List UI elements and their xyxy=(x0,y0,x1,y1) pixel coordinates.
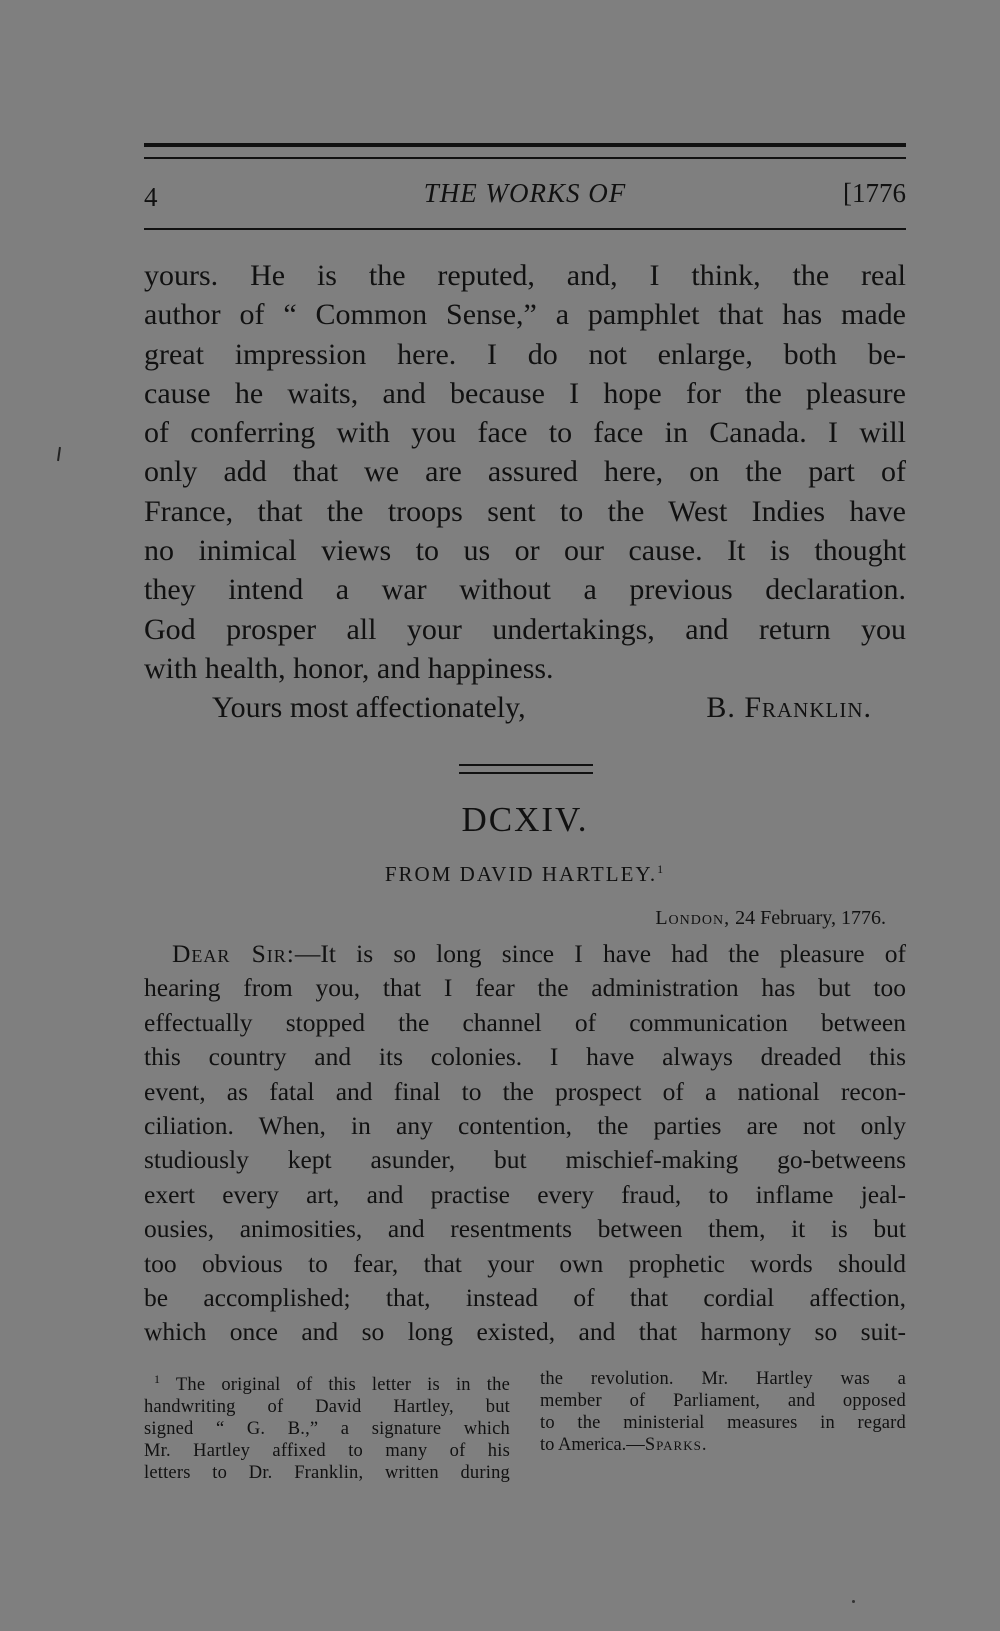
top-rule-thick xyxy=(144,143,906,147)
from-line: FROM DAVID HARTLEY. xyxy=(384,862,658,886)
signature: B. Franklin. xyxy=(706,691,872,725)
letter-closing xyxy=(212,688,906,727)
top-rule-thin xyxy=(144,157,906,159)
footnote-reference: 1 xyxy=(657,862,666,876)
section-divider xyxy=(459,764,593,774)
franklin-letter-body xyxy=(144,256,906,728)
text-line: exert every art, and practise every fraud, to inflame jeal- xyxy=(144,1179,906,1209)
footnote-author: Sparks. xyxy=(644,1435,708,1455)
footnote-line: handwriting of David Hartley, but xyxy=(144,1397,510,1418)
text-line: author of “ Common Sense,” a pamphlet that has made xyxy=(144,298,906,332)
text-line: hearing from you, that I fear the administration has but too xyxy=(144,973,906,1003)
dateline-date: 24 February, 1776. xyxy=(735,907,886,929)
text-line: ousies, animosities, and resentments between them, it is but xyxy=(144,1214,906,1244)
closing-phrase: Yours most affectionately, xyxy=(212,691,526,725)
text-line: great impression here. I do not enlarge, both be- xyxy=(144,337,906,371)
salutation: Dear Sir: xyxy=(172,939,295,968)
text-line: France, that the troops sent to the West Indies have xyxy=(144,494,906,528)
footnote-text: to America.— xyxy=(540,1435,645,1455)
speck-mark xyxy=(852,1600,855,1603)
text-line: cause he waits, and because I hope for the pleasure xyxy=(144,376,906,410)
divider-line-top xyxy=(459,764,593,766)
footnote-mark: 1 xyxy=(154,1372,161,1386)
text-line: effectually stopped the channel of communication between xyxy=(144,1007,906,1037)
dateline xyxy=(655,907,886,930)
hartley-letter-body xyxy=(144,937,906,1350)
footnote-line: to the ministerial measures in regard xyxy=(540,1413,906,1433)
footnote-line: member of Parliament, and opposed xyxy=(540,1391,906,1411)
divider-line-bottom xyxy=(459,772,593,774)
margin-pencil-mark xyxy=(57,447,61,461)
header-rule xyxy=(144,228,906,230)
text-line xyxy=(144,937,906,971)
text-line: with health, honor, and happiness. xyxy=(144,651,554,685)
text-line: which once and so long existed, and that harmony so suit- xyxy=(144,1317,906,1347)
footnote-line xyxy=(540,1434,906,1456)
text-line: ciliation. When, in any contention, the parties are not only xyxy=(144,1111,906,1141)
running-title: THE WORKS OF xyxy=(423,178,627,208)
running-header xyxy=(144,178,906,218)
footnotes xyxy=(144,1368,906,1484)
header-year: [1776 xyxy=(843,178,906,208)
footnote-line xyxy=(144,1368,510,1396)
text-line: God prosper all your undertakings, and return you xyxy=(144,612,906,646)
footnote-column-left xyxy=(144,1368,510,1484)
text-line: of conferring with you face to face in Canada. I will xyxy=(144,416,906,450)
footnote-line: the revolution. Mr. Hartley was a xyxy=(540,1369,906,1389)
footnote-column-right xyxy=(540,1368,906,1484)
text-line: yours. He is the reputed, and, I think, the real xyxy=(144,259,906,292)
text-line: event, as fatal and final to the prospect of a national recon- xyxy=(144,1076,906,1106)
first-line-text: —It is so long since I have had the pleasure of xyxy=(294,939,906,968)
text-line: they intend a war without a previous declaration. xyxy=(144,573,906,607)
footnote-line: signed “ G. B.,” a signature which xyxy=(144,1419,510,1440)
text-line: no inimical views to us or our cause. It is thought xyxy=(144,534,906,568)
letter-number: DCXIV. xyxy=(461,800,589,839)
text-line: only add that we are assured here, on the part of xyxy=(144,455,906,489)
text-line: too obvious to fear, that your own prophetic words should xyxy=(144,1248,906,1278)
footnote-line: Mr. Hartley affixed to many of his xyxy=(144,1441,510,1462)
text-line: studiously kept asunder, but mischief-making go-betweens xyxy=(144,1145,906,1175)
footnote-text: The original of this letter is in the xyxy=(175,1375,510,1396)
text-line: this country and its colonies. I have always dreaded this xyxy=(144,1042,906,1072)
text-line: be accomplished; that, instead of that cordial affection, xyxy=(144,1283,906,1313)
dateline-place: London, xyxy=(655,907,731,929)
page-number: 4 xyxy=(144,182,158,212)
letter-heading xyxy=(144,862,906,887)
footnote-line: letters to Dr. Franklin, written during xyxy=(144,1463,510,1484)
